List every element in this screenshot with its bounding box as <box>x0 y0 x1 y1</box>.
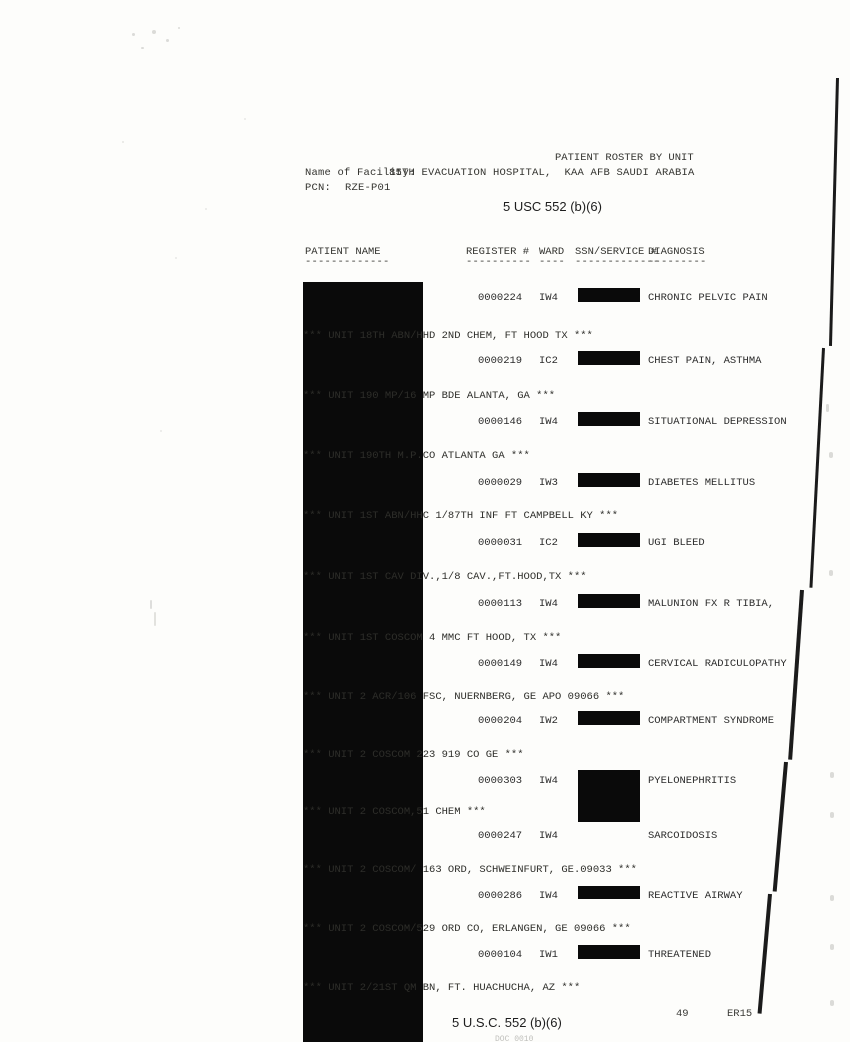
row-register: 0000149 <box>478 658 523 670</box>
scan-speckle <box>152 30 156 34</box>
row-register: 0000031 <box>478 537 523 549</box>
scan-speckle <box>830 895 834 901</box>
unit-heading: *** UNIT 190TH M.P.CO ATLANTA GA *** <box>303 450 530 462</box>
row-diagnosis: REACTIVE AIRWAY <box>648 890 743 902</box>
redaction-ssn <box>578 770 640 822</box>
scan-speckle <box>205 208 207 210</box>
row-register: 0000104 <box>478 949 523 961</box>
row-register: 0000303 <box>478 775 523 787</box>
row-ward: IW4 <box>539 658 558 670</box>
row-ward: IC2 <box>539 355 558 367</box>
column-header-register: REGISTER # <box>466 246 530 258</box>
unit-heading: *** UNIT 2 COSCOM,51 CHEM *** <box>303 806 486 818</box>
row-ward: IC2 <box>539 537 558 549</box>
redaction-ssn <box>578 288 640 302</box>
scan-speckle <box>154 612 156 626</box>
column-rule-register: ---------- <box>466 256 532 268</box>
row-diagnosis: MALUNION FX R TIBIA, <box>648 598 775 610</box>
column-rule-patient-name: ------------- <box>305 256 390 268</box>
row-ward: IW1 <box>539 949 558 961</box>
row-register: 0000247 <box>478 830 523 842</box>
row-ward: IW4 <box>539 416 558 428</box>
row-register: 0000286 <box>478 890 523 902</box>
redaction-ssn <box>578 654 640 668</box>
row-ward: IW2 <box>539 715 558 727</box>
scan-speckle <box>830 812 834 818</box>
pcn-value: RZE-P01 <box>345 182 391 194</box>
scan-speckle <box>175 257 177 259</box>
pcn-label: PCN: <box>305 182 332 194</box>
scan-speckle <box>141 47 144 49</box>
redaction-ssn <box>578 533 640 547</box>
column-rule-ward: ---- <box>539 256 566 268</box>
row-ward: IW3 <box>539 477 558 489</box>
unit-heading: *** UNIT 2/21ST QM BN, FT. HUACHUCHA, AZ *** <box>303 982 581 994</box>
page-edge-shadow <box>809 348 825 588</box>
redaction-ssn <box>578 711 640 725</box>
foia-exemption-stamp-top: 5 USC 552 (b)(6) <box>503 199 602 214</box>
unit-heading: *** UNIT 190 MP/16 MP BDE ALANTA, GA *** <box>303 390 556 402</box>
row-ward: IW4 <box>539 890 558 902</box>
row-diagnosis: SITUATIONAL DEPRESSION <box>648 416 787 428</box>
row-diagnosis: UGI BLEED <box>648 537 705 549</box>
row-diagnosis: DIABETES MELLITUS <box>648 477 756 489</box>
row-ward: IW4 <box>539 830 558 842</box>
page-edge-shadow <box>758 894 772 1014</box>
column-header-patient-name: PATIENT NAME <box>305 246 381 258</box>
column-header-ward: WARD <box>539 246 565 258</box>
scan-speckle <box>826 404 829 412</box>
report-title: PATIENT ROSTER BY UNIT <box>555 152 694 164</box>
page-edge-shadow <box>773 762 788 892</box>
scan-footer-mark: DOC 0010 <box>495 1035 534 1044</box>
redaction-ssn <box>578 945 640 959</box>
row-diagnosis: COMPARTMENT SYNDROME <box>648 715 775 727</box>
page-edge-shadow <box>829 78 839 346</box>
page-number: 49 <box>676 1008 689 1020</box>
row-register: 0000204 <box>478 715 523 727</box>
scan-speckle <box>132 33 135 36</box>
scan-speckle <box>829 570 833 576</box>
scan-speckle <box>830 944 834 950</box>
redaction-ssn <box>578 351 640 365</box>
scan-speckle <box>122 141 124 143</box>
column-header-ssn: SSN/SERVICE # <box>575 246 657 258</box>
redaction-ssn <box>578 412 640 426</box>
unit-heading: *** UNIT 2 COSCOM 223 919 CO GE *** <box>303 749 524 761</box>
row-diagnosis: THREATENED <box>648 949 712 961</box>
row-register: 0000113 <box>478 598 523 610</box>
page-edge-shadow <box>788 590 804 760</box>
scan-speckle <box>244 118 246 120</box>
unit-heading: *** UNIT 1ST COSCOM 4 MMC FT HOOD, TX *** <box>303 632 562 644</box>
unit-heading: *** UNIT 1ST ABN/HHC 1/87TH INF FT CAMPBELL KY *** <box>303 510 619 522</box>
redaction-ssn <box>578 886 640 899</box>
facility-label: Name of Facility: <box>305 167 416 179</box>
scan-speckle <box>830 772 834 778</box>
redaction-ssn <box>578 594 640 608</box>
column-rule-ssn: ------------- <box>575 256 660 268</box>
page-code: ER15 <box>727 1008 753 1020</box>
row-ward: IW4 <box>539 598 558 610</box>
scan-speckle <box>160 430 162 432</box>
row-diagnosis: PYELONEPHRITIS <box>648 775 737 787</box>
scan-speckle <box>830 1000 834 1006</box>
unit-heading: *** UNIT 2 ACR/106 FSC, NUERNBERG, GE APO 09066 *** <box>303 691 625 703</box>
scan-speckle <box>829 452 833 458</box>
facility-value: 85TH EVACUATION HOSPITAL, KAA AFB SAUDI ARABIA <box>389 167 695 179</box>
redaction-ssn <box>578 473 640 487</box>
row-diagnosis: CHEST PAIN, ASTHMA <box>648 355 762 367</box>
row-diagnosis: CHRONIC PELVIC PAIN <box>648 292 768 304</box>
row-register: 0000219 <box>478 355 523 367</box>
row-diagnosis: CERVICAL RADICULOPATHY <box>648 658 787 670</box>
row-register: 0000224 <box>478 292 523 304</box>
row-diagnosis: SARCOIDOSIS <box>648 830 718 842</box>
unit-heading: *** UNIT 2 COSCOM/529 ORD CO, ERLANGEN, GE 09066 *** <box>303 923 631 935</box>
scan-speckle <box>166 39 169 42</box>
foia-exemption-stamp-bottom: 5 U.S.C. 552 (b)(6) <box>452 1015 562 1030</box>
scan-speckle <box>150 600 152 609</box>
column-header-diagnosis: DIAGNOSIS <box>648 246 705 258</box>
unit-heading: *** UNIT 2 COSCOM/ 163 ORD, SCHWEINFURT, GE.09033 *** <box>303 864 637 876</box>
column-rule-diagnosis: --------- <box>648 256 707 268</box>
scan-speckle <box>178 27 180 29</box>
unit-heading: *** UNIT 1ST CAV DIV.,1/8 CAV.,FT.HOOD,TX *** <box>303 571 587 583</box>
row-ward: IW4 <box>539 775 558 787</box>
unit-heading: *** UNIT 18TH ABN/HHD 2ND CHEM, FT HOOD TX *** <box>303 330 593 342</box>
row-register: 0000146 <box>478 416 523 428</box>
row-ward: IW4 <box>539 292 558 304</box>
row-register: 0000029 <box>478 477 523 489</box>
